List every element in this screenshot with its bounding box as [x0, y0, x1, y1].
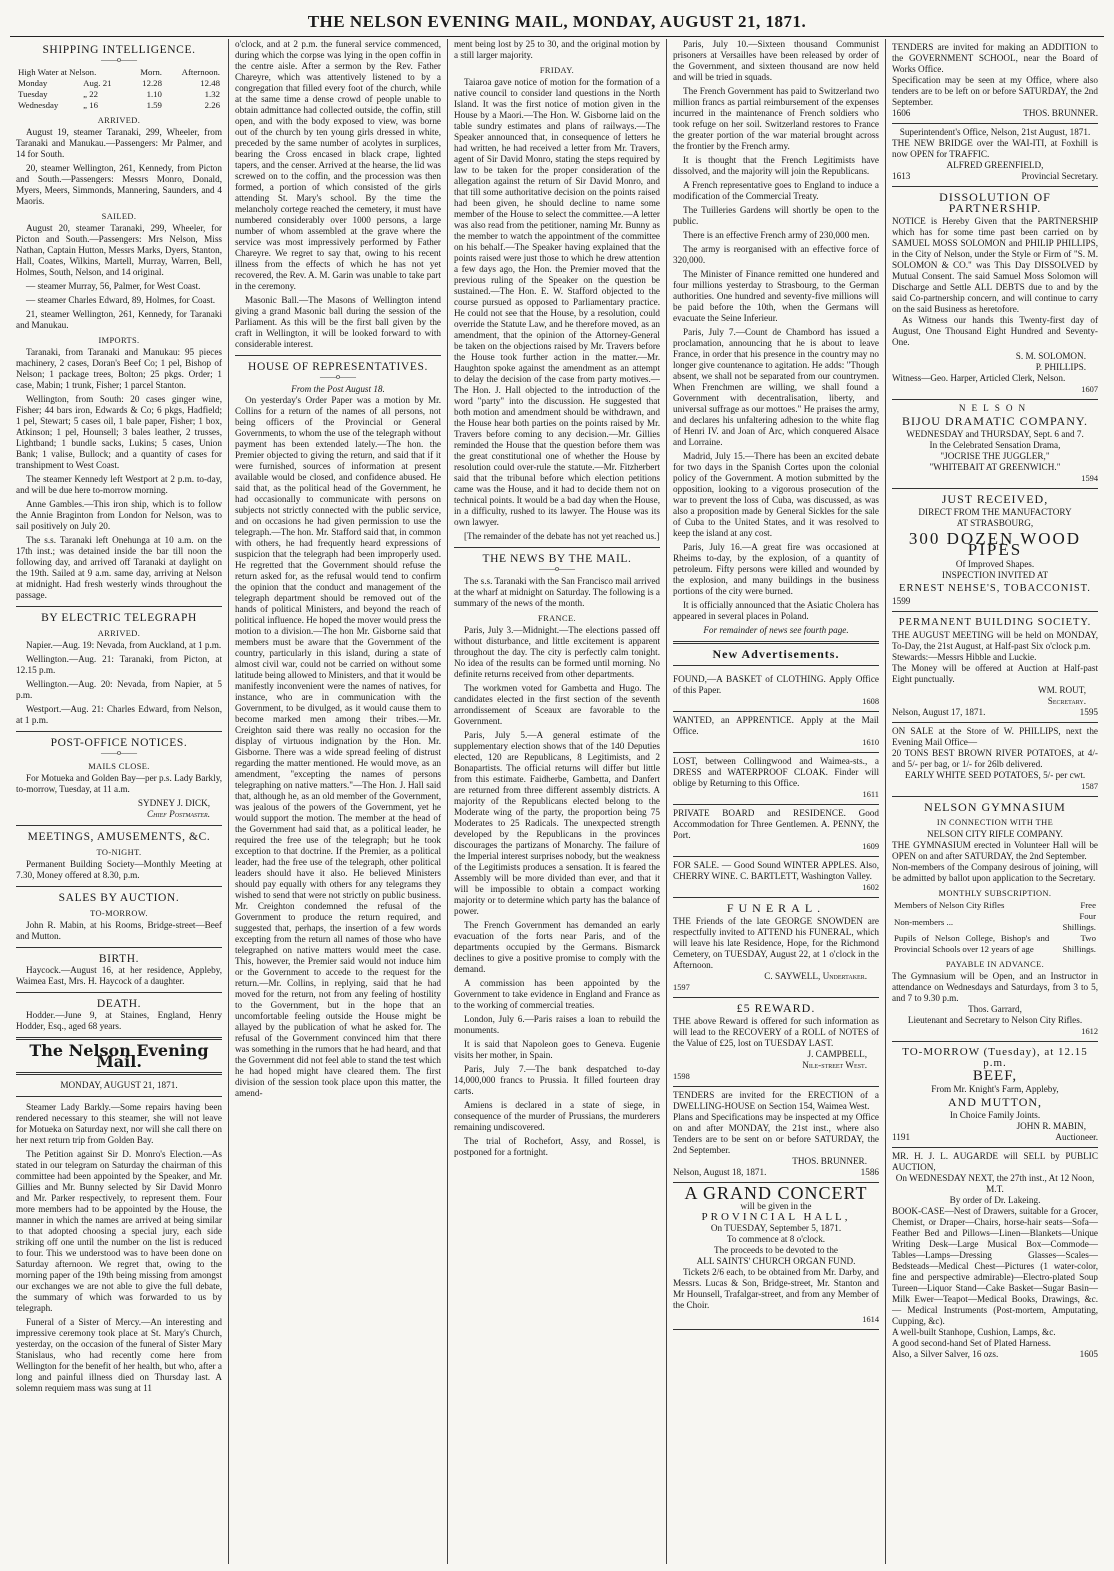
tide-row — [16, 100, 222, 111]
tide-day: Monday — [18, 78, 48, 88]
imports-item: Taranaki, from Taranaki and Manukau: 95 pieces machinery, 2 cases, Doran's Beef Co; 1 pel, Bishop of Nelson; 1 package trees, Bolton; 25 pkgs. Order; 1 case, Mabin; 1 trunk, Fisher; 1 parcel Stanton. — [16, 347, 222, 390]
ad-number: 1612 — [1081, 1027, 1098, 1036]
rate-label: Members of Nelson City Rifles — [894, 900, 1005, 910]
ad-sign-title: Lieutenant and Secretary to Nelson City Rifles. — [907, 1015, 1083, 1025]
concert-line: To commence at 8 o'clock. — [726, 1234, 826, 1244]
concert-line: PROVINCIAL HALL, — [701, 1211, 851, 1223]
telegraph-arrived: ARRIVED. — [97, 629, 141, 638]
ad-line: On WEDNESDAY NEXT, the 27th inst., At 12 Noon, M.T. — [895, 1173, 1095, 1194]
ad-text: THE GYMNASIUM erected in Volunteer Hall will be OPEN on and after SATURDAY, the 2nd September. — [892, 840, 1098, 861]
ad-line: From Mr. Knight's Farm, Appleby, — [931, 1084, 1059, 1094]
ad-number: 1587 — [1081, 782, 1098, 791]
ad-number: 1597 — [673, 983, 690, 992]
concert-line: ALL SAINTS' CHURCH ORGAN FUND. — [696, 1256, 856, 1266]
tide-morn: 1.10 — [146, 89, 162, 99]
ad-sign: Thos. Garrard, — [968, 1004, 1022, 1014]
ad-title: PERMANENT BUILDING SOCIETY. — [898, 617, 1092, 628]
meetings-text: Permanent Building Society—Monthly Meeting at 7.30, Money offered at 8.30, p.m. — [16, 859, 222, 880]
telegraph-item: Westport.—Aug. 21: Charles Edward, from Nelson, at 1 p.m. — [16, 704, 222, 725]
classified-ad — [673, 753, 879, 805]
ad-text: BOOK-CASE—Nest of Drawers, suitable for a Grocer, Chemist, or Draper—Chairs, horse-hair seats—Sofa—Feather Bed and Pillows—Linen—Blankets—Unique Writing Desk—Large Musical Box—Commode—Tables—Lamps—Dressing Glasses—Scales—Bedsteads—Medical Chest—Pictures (1 water-color, fine and perspective admirable)—Electro-plated Soup Tureen—Liquor Stand—Cake Basket—Sugar Basin—Milk Ewer—Teapot—Medical Books, Drawings, &c. — Medical Instruments (Post-mortem, Amputating, Cupping, &c). — [892, 1206, 1098, 1326]
ad-line: In Choice Family Joints. — [949, 1110, 1041, 1120]
friday-title: FRIDAY. — [539, 66, 575, 75]
tide-row — [16, 78, 222, 89]
funeral-notice — [673, 898, 879, 998]
divider — [16, 947, 222, 948]
ad-text: ON SALE at the Store of W. PHILLIPS, next the Evening Mail Office— — [892, 726, 1098, 747]
divider: ——o—— — [539, 564, 575, 573]
ad-text: FOR SALE. — Good Sound WINTER APPLES. Also, CHERRY WINE. C. BARTLETT, Washington Valley. — [673, 860, 879, 881]
rate-value: Four Shillings. — [1062, 911, 1096, 932]
news-title: THE NEWS BY THE MAIL. — [482, 553, 632, 565]
ad-number: 1614 — [862, 1315, 879, 1324]
arrived-title: ARRIVED. — [97, 116, 141, 125]
house-note: [The remainder of the debate has not yet reached us.] — [464, 531, 660, 541]
divider: ——o—— — [101, 55, 137, 64]
ad-sign: S. M. SOLOMON. — [1015, 351, 1086, 361]
tide-morn: 1.59 — [146, 100, 162, 110]
editorial-paragraph: Funeral of a Sister of Mercy.—An interesting and impressive ceremony took place at St. Mary's Church, yesterday, on the occasion of the funeral of Sister Mary Stanislaus, who had recently come here from Wellington for the benefit of her health, but who, after a long and painful illness died on Thursday last. A solemn requiem mass was sung at 11 — [16, 1317, 222, 1393]
divider — [16, 1096, 222, 1097]
news-item: Paris, July 10.—Sixteen thousand Communist prisoners at Versailles have been released by order of the Government, and sixteen thousand are now held and will be tried in squads. — [673, 39, 879, 82]
sailed-item: — steamer Charles Edward, 89, Holmes, for Coast. — [26, 295, 216, 305]
ad-text: Stewards:—Messrs Hibble and Luckie. — [892, 652, 1037, 662]
rate-value: Free — [1080, 900, 1096, 910]
classified-ad — [673, 805, 879, 857]
news-item: It is officially announced that the Asiatic Cholera has appeared in several places in Poland. — [673, 600, 879, 621]
divider — [16, 606, 222, 607]
ad-line: MONTHLY SUBSCRIPTION. — [938, 889, 1052, 898]
reward-text: THE above Reward is offered for such information as will lead to the RECOVERY of a ROLL of NOTES of the Value of £25, lost on TUESDAY LAST. — [673, 1016, 879, 1048]
ad-text: The Money will be offered at Auction at Half-past Eight punctually. — [892, 663, 1098, 684]
masthead: THE NELSON EVENING MAIL, MONDAY, AUGUST 21, 1871. — [10, 6, 1104, 37]
divider — [235, 355, 441, 356]
news-item: Paris, July 5.—A general estimate of the supplementary election shows that of the 140 Deputies elected, 120 are Republicans, 8 Legitimists, and 2 Bonapartists. The official returns will differ but little from this estimate. Faidherbe, Gambetta, and Danfert are returned from three different assembly districts. A majority of the Republicans elected belong to the Moderate wing of the party, the proportion being 75 Moderates to 25 Radicals. The unexpected strength developed by the Republicans in the provinces discourages the partizans of Monarchy. The failure of the Imperial interest surprises nobody, but the weakness of the Legitimists produces a sensation. It is feared the Assembly will be more divided than ever, and that it will be impossible to obtain a compact working majority or to determine which party has the balance of power. — [454, 730, 660, 916]
death-title: DEATH. — [96, 998, 142, 1010]
shipping-title: SHIPPING INTELLIGENCE. — [42, 44, 196, 56]
ad-text: PRIVATE BOARD and RESIDENCE. Good Accommodation for Three Gentlemen. A. PENNY, the Port. — [673, 808, 879, 840]
ad-sign: JOHN R. MABIN, — [1016, 1121, 1086, 1131]
sales-sub: TO-MORROW. — [90, 909, 148, 918]
reward-notice — [673, 998, 879, 1087]
ad-line: NELSON CITY RIFLE COMPANY. — [927, 829, 1063, 839]
funeral-sign: C. SAYWELL, Undertaker. — [764, 971, 867, 981]
ad-number: 1606 — [892, 108, 911, 118]
auction-beef-notice — [892, 1042, 1098, 1148]
column-4 — [667, 39, 886, 1564]
sailed-item: August 20, steamer Taranaki, 299, Wheeler, for Picton and South.—Passengers: Mrs Nelson, Miss Nathan, Captain Hutton, Messrs Marks, Dyers, Stanton, Hall, Coates, Wilkins, Martell, Murray, Warren, Bell, Holmes, South, Nelson, and 14 original. — [16, 223, 222, 277]
meetings-title: MEETINGS, AMUSEMENTS, &C. — [27, 831, 211, 843]
arrived-item: August 19, steamer Taranaki, 299, Wheeler, from Taranaki and Manukau.—Passengers: Mr Palmer, and 14 for South. — [16, 127, 222, 159]
classified-ad — [673, 857, 879, 898]
post-text: For Motueka and Golden Bay—per p.s. Lady Barkly, to-morrow, Tuesday, at 11 a.m. — [16, 773, 222, 794]
news-item: It is thought that the French Legitimists have dissolved, and the majority will join the Republicans. — [673, 155, 879, 176]
ad-number: 1607 — [1081, 385, 1098, 394]
ad-number: 1608 — [862, 697, 879, 706]
news-item: Paris, July 7.—The bank despatched to-day 14,000,000 francs to Prussia. It filled fourteen dray carts. — [454, 1064, 660, 1096]
divider — [16, 886, 222, 887]
column-5 — [886, 39, 1104, 1564]
meetings-sub: TO-NIGHT. — [96, 848, 142, 857]
classified-ad — [673, 712, 879, 753]
imports-title: IMPORTS. — [98, 336, 140, 345]
divider — [673, 665, 879, 666]
house-title: HOUSE OF REPRESENTATIVES. — [248, 361, 428, 373]
ad-text: Also, a Silver Salver, 16 ozs. — [892, 1349, 999, 1359]
ad-text: A good second-hand Set of Plated Harness. — [892, 1338, 1051, 1348]
ad-text: MR. H. J. L. AUGARDE will SELL by PUBLIC AUCTION, — [892, 1151, 1098, 1172]
concert-notice — [673, 1183, 879, 1330]
post-sign-title: Chief Postmaster. — [147, 809, 210, 819]
ad-text: 20 TONS BEST BROWN RIVER POTATOES, at 4/- and 5/- per bag, or 1/- for 26lb delivered. — [892, 748, 1098, 769]
reward-title: £5 REWARD. — [736, 1001, 816, 1015]
divider — [16, 1037, 222, 1040]
date: Nelson, August 18, 1871. — [673, 1167, 767, 1177]
ad-number: 1594 — [1081, 474, 1098, 483]
concert-tickets: Tickets 2/6 each, to be obtained from Mr. Darby, and Messrs. Lucas & Son, Bridge-street, Mr. Stanton and Mr Hounsell, Trafalgar-street, and from any Member of the Choir. — [673, 1267, 879, 1310]
ad-text: The Gymnasium will be Open, and an Instructor in attendance on Wednesdays and Saturdays, from 3 to 5, and 7 to 9.30 p.m. — [892, 971, 1098, 1003]
classified-ad — [673, 671, 879, 712]
house-source: From the Post August 18. — [291, 384, 385, 394]
ad-witness: Witness—Geo. Harper, Articled Clerk, Nelson. — [892, 373, 1066, 383]
ad-text: NOTICE is Hereby Given that the PARTNERSHIP which has for some time past been carried on by SAMUEL MOSS SOLOMON and PHILIP PHILLIPS, in the City of Nelson, under the Style or Firm of "S. M. SOLOMON & CO." was This Day DISSOLVED by Mutual Consent. The said Samuel Moss Solomon will Discharge and Settle ALL DEBTS due to and by the said Co-partnership concern, and will continue to carry on the said Business as heretofore. — [892, 216, 1098, 314]
ad-sign: THOS. BRUNNER. — [1023, 108, 1098, 118]
ad-number: 1610 — [862, 738, 879, 747]
telegraph-item: Napier.—Aug. 19: Nevada, from Auckland, at 1 p.m. — [26, 640, 222, 650]
ad-title: TO-MORROW (Tuesday), at 12.15 p.m. — [902, 1046, 1088, 1069]
ad-sign: Secretary. — [1047, 696, 1086, 706]
news-remainder-note: For remainder of news see fourth page. — [703, 625, 849, 635]
reward-sign: J. CAMPBELL, — [807, 1049, 867, 1059]
news-item: There is an effective French army of 230,000 men. — [683, 230, 870, 240]
tide-table — [16, 67, 222, 111]
ad-title: NELSON GYMNASIUM — [924, 800, 1066, 814]
news-item: Madrid, July 15.—There has been an excited debate for two days in the Spanish Cortes upon the colonial policy of the Government. A motion submitted by the opposition, looking to a vigorous prosecution of the war to prevent the loss of Cuba, was discussed, as was also a proposition made by General Sickles for the sale of Cuba to the United States, and it was resolved to keep the island at any cost. — [673, 451, 879, 538]
ad-line: "JOCRISE THE JUGGLER," — [940, 451, 1050, 461]
ad-text: A well-built Stanhope, Cushion, Lamps, &c. — [892, 1327, 1056, 1337]
ad-sign: ALFRED GREENFIELD, — [946, 160, 1044, 170]
columns — [10, 39, 1104, 1564]
school-tenders — [892, 39, 1098, 124]
tide-afternoon: 2.26 — [204, 100, 220, 110]
shipping-note: The s.s. Taranaki left Onehunga at 10 a.m. on the 17th inst.; was detained inside the bar till noon the following day, and arrived off Taranaki at daylight on the 19th. Sailed at 9 a.m. same day, arriving at Nelson at midnight. Had fresh westerly winds throughout the passage. — [16, 535, 222, 600]
column-1 — [10, 39, 229, 1564]
potatoes-notice — [892, 723, 1098, 797]
ad-line: PAYABLE IN ADVANCE. — [945, 960, 1045, 969]
ad-title: NELSON — [958, 403, 1032, 413]
news-item: Paris, July 3.—Midnight.—The elections passed off without disturbance, and little excitement is apparent throughout the day. The city is perfectly calm tonight. No idea of the results can be formed until morning. No definite returns received from other departments. — [454, 625, 660, 679]
ad-text: TENDERS are invited for making an ADDITION to the GOVERNMENT SCHOOL, near the Board of Works Office. — [892, 42, 1098, 74]
news-item: The French Government has paid to Switzerland two million francs as partial reimbursement of the expenses incurred in the maintenance of French soldiers who took refuge on her soil. Switzerland restores to France the greater portion of the war material brought across the frontier by the French army. — [673, 86, 879, 151]
ad-sign: WM. ROUT, — [1037, 685, 1086, 695]
ad-text: FOUND,—A BASKET of CLOTHING. Apply Office of this Paper. — [673, 674, 879, 695]
telegraph-title: BY ELECTRIC TELEGRAPH — [41, 612, 197, 624]
ad-title: JUST RECEIVED, — [941, 492, 1049, 506]
editorial-paragraph: Steamer Lady Barkly.—Some repairs having been rendered necessary to this steamer, she will not leave for Motueka on Saturday next, nor will she call there on her next return trip from Golden Bay. — [16, 1102, 222, 1145]
birth-title: BIRTH. — [98, 953, 140, 965]
ad-number: 1602 — [862, 883, 879, 892]
tide-day: Wednesday — [18, 100, 59, 110]
ad-number: 1191 — [892, 1132, 911, 1142]
sailed-title: SAILED. — [101, 212, 137, 221]
rate-label: Non-members ... — [894, 916, 954, 927]
news-item: Amiens is declared in a state of siege, in consequence of the murder of Prussians, the murderers remaining undiscovered. — [454, 1100, 660, 1132]
tenders-text: TENDERS are invited for the ERECTION of a DWELLING-HOUSE on Section 154, Waimea West. — [673, 1090, 879, 1111]
news-item: The army is reorganised with an effective force of 320,000. — [673, 244, 879, 265]
tenders-text: Plans and Specifications may be inspected at my Office on and after MONDAY, the 21st inst., where also Tenders are to be sent on or before SATURDAY, the 2nd September. — [673, 1112, 879, 1155]
divider: ——o—— — [101, 748, 137, 757]
column-2 — [229, 39, 448, 1564]
news-item: The Tuilleries Gardens will shortly be open to the public. — [673, 205, 879, 226]
tide-morn: 12.28 — [142, 78, 162, 88]
tide-afternoon: 12.48 — [200, 78, 220, 88]
new-ads-title: New Advertisements. — [712, 647, 840, 661]
ad-line: By order of Dr. Lakeing. — [949, 1195, 1041, 1205]
concert-line: will be given in the — [740, 1201, 812, 1211]
ad-sign-title: Auctioneer. — [1055, 1132, 1098, 1142]
imports-item: Wellington, from South: 20 cases ginger wine, Fisher; 44 bars iron, Edwards & Co; 6 pkgs, Hadfield; 1 pel, Stewart; 5 cases oil, 1 bale paper, Fisher; 1 box, Atkinson; 1 pel, Hounsell; 3 bales leather, 2 trusses, Lightband; 1 bundle sacks, Lukins; 5 cases, Union Bank; 1 valise, Bullock; and a quantity of cases for transhipment to West Coast. — [16, 394, 222, 470]
post-title: POST-OFFICE NOTICES. — [50, 737, 188, 749]
ad-number: 1598 — [673, 1072, 690, 1081]
ad-line: Of Improved Shapes. — [955, 559, 1035, 569]
tenders-notice — [673, 1087, 879, 1183]
ad-number: 1595 — [1079, 707, 1098, 717]
tenders-date — [673, 1167, 879, 1178]
news-item: London, July 6.—Paris raises a loan to rebuild the monuments. — [454, 1014, 660, 1035]
concert-line: The proceeds to be devoted to the — [714, 1245, 838, 1255]
dissolution-title: DISSOLUTION OF PARTNERSHIP. — [939, 190, 1051, 215]
tide-date: „ 16 — [83, 100, 99, 110]
ad-title: AND MUTTON, — [947, 1095, 1043, 1109]
telegraph-item: Wellington.—Aug. 21: Taranaki, from Picton, at 12.15 p.m. — [16, 654, 222, 675]
news-item: Paris, July 7.—Count de Chambord has issued a proclamation, announcing that he is about to leave France, in order that his presence in the country may no longer give countenance to agitation. He adds: "Though absent, we shall not be separated from our countrymen. When Frenchmen are willing, we shall found a Government with decentralisation, liberty, and universal suffrage as our mottoes." He praises the army, and declares his unfaltering adhesion to the white flag of Henri IV. and Joan of Arc, which conquered Alsace and Lorraine. — [673, 327, 879, 447]
divider: ——o—— — [320, 372, 356, 381]
concert-line: On TUESDAY, September 5, 1871. — [710, 1223, 842, 1233]
ad-line: DIRECT FROM THE MANUFACTORY — [918, 507, 1072, 517]
tide-header: Morn. — [140, 67, 162, 77]
ad-office: Superintendent's Office, Nelson, 21st August, 1871. — [899, 127, 1091, 137]
masonic-ball: Masonic Ball.—The Masons of Wellington intend giving a grand Masonic ball during the session of the Parliament. As this will be the first ball given by the craft in Wellington, it will be looked forward to with considerable interest. — [235, 295, 441, 349]
column-3 — [448, 39, 667, 1564]
funeral-continued: o'clock, and at 2 p.m. the funeral service commenced, during which the corpse was lying in the open coffin in the centre aisle. After a sermon by the Rev. Father Chareyre, which was attentively listened to by a congregation that filled every foot of the church, while at the same time a dense crowd of people unable to obtain admittance had collected outside, the coffin, still open, and with the body exposed to view, was borne out of the church by ten young girls dressed in white, preceded by the same number of acolytes in surplices, bearing the Cross encased in black crape, lighted tapers, and the censer. Arrived at the hearse, the lid was screwed on to the coffin, and the procession was then formed, a portion of which consisted of the girls attending St. Mary's school. By the time the melancholy cortege reached the cemetery, it must have numbered considerably over 1000 persons, a large number of whom assembled at the grave where the service was most impressively performed by Father Chareyre. We regret to say that, owing to his recent illness from the effects of which he has not yet recovered, the Rev. A. M. Garin was unable to take part in the ceremony. — [235, 39, 441, 291]
divider — [16, 825, 222, 826]
ad-text: As Witness our hands this Twenty-first day of August, One Thousand Eight Hundred and Seventy-One. — [892, 315, 1098, 347]
tide-day: Tuesday — [18, 89, 48, 99]
funeral-text: THE Friends of the late GEORGE SNOWDEN are respectfully invited to ATTEND his FUNERAL, which will leave his late Residence, Hope, for the Richmond Cemetery, on TUESDAY, August 22, at 1 o'clock in the Afternoon. — [673, 916, 879, 970]
news-item: The trial of Rochefort, Assy, and Rossel, is postponed for a fortnight. — [454, 1136, 660, 1157]
ad-line: AT STRASBOURG, — [956, 518, 1034, 528]
ad-number: 1605 — [1079, 1349, 1098, 1359]
house-report: On yesterday's Order Paper was a motion by Mr. Collins for a return of the names of all persons, not being officers of the Provincial or General Governments, to whom the use of the telegraph without payment has been extended lately.—The hon. the Premier objected to giving the return, and said that if it were furnished, sources of information at present available would be closed, and confidence abused. He said that, as the political head of the Government, he had occasionally to communicate with persons on subjects not strictly connected with the public service, and on occasions he had given permission to use the telegraph.—The hon. Mr. Stafford said that, in common with others, he had frequently heard expressions of suspicion that the telegraph had been improperly used. He regretted that the Government should refuse the return asked for, as the refusal would tend to confirm the opinion that the conduct and management of the telegraph department should be removed out of the hands of political Ministers, and beyond the reach of political influence. He hoped the mover would press the motion to a division.—The hon Mr. Gisborne said that members must be aware that the Government of the country, particularly in this island, during a state of almost civil war, could not be carried on without some latitude being allowed to Ministers, and that it would be manifestly inconvenient were the names of natives, for instance, who are in communication with the Government, to be divulged, as it would cause them to become marked men among their tribes.—Mr. Creighton said there was really no occasion for the display of virtuous indignation by the Hon. Mr. Gisborne. There was a wide spread feeling of distrust regarding the matter mentioned. He would move, as an amendment, "excepting the names of persons telegraphing on native matters."—The Hon. J. Hall said that, although he, as an old member of the Government, was jealous of the powers of the Government, yet he would support the motion. The member at the head of the Government had said that, as a political leader, he required the free use of the telegraph; but he took exception to that doctrine. If the Premier, as a political leader, had the free use of the telegraph, other political leaders should have it also. He believed Ministers should pay equally with others for any telegrams they wished to send that were not strictly on public business. Mr. Creighton condemned the refusal of the Government to produce the return required, and suggested that, perhaps, the insertion of a few words excepting from the return all names of those who have telegraphed on native matters would meet the case. This, however, the Premier said would not induce him or the Government to accede to the request for the return.—Mr. Collins, in replying, said that he had moved for the return, not from any feeling of hostility to the Government, but in the hope that an uncomfortable feeling outside the House might be allayed by the publication of what he asked for. The refusal of the Government convinced him that there was something in the rumors that he had heard, and that the Government did not feel able to stand the test which he had hoped might have cleared them. The first division of the session took place upon this matter, the amend- — [235, 395, 441, 1098]
divider — [454, 547, 660, 548]
rate-label: Pupils of Nelson College, Bishop's and Provincial Schools over 12 years of age — [894, 933, 1050, 954]
ad-text: THE NEW BRIDGE over the WAI-ITI, at Foxhill is now OPEN for TRAFFIC. — [892, 138, 1098, 159]
tide-header: High Water at Nelson. — [18, 67, 97, 77]
news-item: The Minister of Finance remitted one hundered and four millions yesterday to Strasbourg, to the German authorities. One hundred and seventy-five millions will be paid before the 10th, when the Germans will evacuate the Seine Inferieur. — [673, 269, 879, 323]
tenders-sign: THOS. BRUNNER. — [792, 1156, 867, 1166]
birth-text: Haycock.—August 16, at her residence, Appleby, Waimea East, Mrs. H. Haycock of a daughter. — [16, 965, 222, 986]
gym-rates-table — [892, 900, 1098, 955]
divider — [16, 992, 222, 993]
reward-sign-address: Nile-street West. — [802, 1060, 867, 1070]
dateline: MONDAY, AUGUST 21, 1871. — [60, 1080, 178, 1090]
sailed-item: — steamer Murray, 56, Palmer, for West Coast. — [26, 281, 201, 291]
news-item: It is said that Napoleon goes to Geneva. Eugenie visits her mother, in Spain. — [454, 1039, 660, 1060]
ad-date: Nelson, August 17, 1871. — [892, 707, 986, 717]
news-item: The workmen voted for Gambetta and Hugo. The candidates elected in the first section of the seventh arrondissement of Sceaux are favorable to the Government. — [454, 683, 660, 726]
sales-text: John R. Mabin, at his Rooms, Bridge-street—Beef and Mutton. — [16, 920, 222, 941]
rate-value: Two Shillings. — [1062, 933, 1096, 954]
ad-text: Non-members of the Company desirous of joining, will be admitted by ballot upon application to the Secretary. — [892, 862, 1098, 883]
funeral-title: FUNERAL. — [726, 901, 826, 915]
death-text: Hodder.—June 9, at Staines, England, Henry Hodder, Esq., aged 68 years. — [16, 1010, 222, 1031]
tide-header: Afternoon. — [181, 67, 220, 77]
ad-number: 1611 — [862, 790, 879, 799]
house-report-friday: Taiaroa gave notice of motion for the formation of a native council to consider land questions in the North Island. It was the first notice of motion given in the House by a Maori.—The Hon. W. Gisborne laid on the table sundry estimates and plans of railways.—The Speaker announced that, in consequence of letters he had written, he had received a letter from Mr. Travers, agent of Sir David Monro, stating the steps required by law to be taken for the proper consideration of the allegation against the return of Sir David Monro, and that till some authoritative decision on the points raised had been given, he should decline to name some member of the House to select the committee.—A letter was also read from the petitioner, naming Mr. Bunny as the member to watch the appointment of the committee on his behalf.—The Speaker having explained that the points raised were just those to which he drew attention a few days ago, the Hon. the Premier moved that the previous ruling of the Speaker on the question be sustained.—The Hon. E. W. Stafford objected to the course pursued as opposed to Parliamentary practice. He could not see that the House, by a resolution, could override the Statute Law, and he therefore moved, as an amendment, that the opinion of the Attorney-General be taken on the objections raised by Mr. Travers before the House took further action in the matter.—Mr. Haughton spoke against the amendment as an attempt to delay the decision of the case from party motives.—The Hon. J. Hall objected to the introduction of the word "party" into the discussion. He suggested that both motion and amendment should be withdrawn, and the House hear both parties on the points raised by Mr. Travers before coming to any decision.—Mr. Gillies reminded the House that the question before them was the great constitutional one of whether the House by resolution could over-rule the statute.—Mr. Fitzherbert said that the tribunal before which election petitions came was the House, and it had to decide them not on technical points. It would be a bad day when the House, in a difficulty, rushed to its lawyer. The House was its own lawyer. — [454, 77, 660, 527]
news-item: The French Government has demanded an early evacuation of the forts near Paris, and of the departments occupied by the Germans. Bismarck declines to give a positive promise to comply with the demand. — [454, 920, 660, 974]
ad-text: THE AUGUST MEETING will be held on MONDAY, To-Day, the 21st August, at Half-past Six o'clock p.m. — [892, 630, 1098, 651]
ad-sign: P. PHILLIPS. — [1035, 362, 1086, 372]
tide-date: „ 22 — [83, 89, 99, 99]
ad-title: 300 DOZEN WOOD PIPES — [908, 529, 1082, 559]
tide-date: Aug. 21 — [83, 78, 112, 88]
ad-line: IN CONNECTION WITH THE — [936, 818, 1054, 827]
ad-number: 1599 — [892, 596, 911, 606]
ad-sign-title: Provincial Secretary. — [1021, 171, 1098, 181]
ad-title: BIJOU DRAMATIC COMPANY. — [901, 414, 1089, 428]
ad-text: LOST, between Collingwood and Waimea-sts., a DRESS and WATERPROOF CLOAK. Finder will oblige by Returning to this Office. — [673, 756, 879, 788]
ad-title: BEEF, — [972, 1068, 1018, 1084]
editorial-paragraph: The Petition against Sir D. Monro's Election.—As stated in our telegram on Saturday the chairman of this committee had been appointed by the Speaker, and Mr. Gillies and Mr. Bunny selected by Sir David Monro and Mr. Parker respectively, to represent them. Four more members had to be appointed by the House, the manner in which the names are arrived at being similar to that adopted choosing a special jury, each side striking off one until the number on the list is reduced to four. This we understood was to have been done on Saturday afternoon. We regret that, owing to the morning paper of the 19th being missing from amongst our exchanges we are not able to give the full debate, the summary of which was forwarded to us by telegraph. — [16, 1149, 222, 1313]
tide-afternoon: 1.32 — [204, 89, 220, 99]
telegraph-item: Wellington.—Aug. 20: Nevada, from Napier, at 5 p.m. — [16, 679, 222, 700]
arrived-item: 20, steamer Wellington, 261, Kennedy, from Picton and South.—Passengers: Messrs Monro, Donald, Myers, Meers, Simmonds, Mannering, Saunders, and 4 Maoris. — [16, 163, 222, 206]
mails-title: MAILS CLOSE. — [88, 762, 150, 771]
shipping-note: The steamer Kennedy left Westport at 2 p.m. to-day, and will be due here to-morrow morning. — [16, 474, 222, 495]
ad-text: Specification may be seen at my Office, where also tenders are to be left on or before SATURDAY, the 2nd September. — [892, 75, 1098, 107]
ad-title: ERNEST NEHSE'S, TOBACCONIST. — [899, 583, 1091, 594]
concert-title: A GRAND CONCERT — [684, 1183, 868, 1203]
pipes-notice — [892, 489, 1098, 612]
ad-text: WANTED, an APPRENTICE. Apply at the Mail Office. — [673, 715, 879, 736]
ad-line: WEDNESDAY and THURSDAY, Sept. 6 and 7. — [906, 429, 1084, 439]
divider — [16, 1072, 222, 1075]
nameplate: The Nelson Evening Mail. — [29, 1041, 209, 1071]
shipping-note: Anne Gambles.—This iron ship, which is to follow the Annie Braginton from London for Nelson, was to sail positively on July 20. — [16, 499, 222, 531]
sales-title: SALES BY AUCTION. — [58, 892, 180, 904]
building-society-notice — [892, 612, 1098, 723]
gymnasium-notice — [892, 797, 1098, 1042]
news-item: Paris, July 16.—A great fire was occasioned at Rheims to-day, by the explosion, of a quantity of petroleum. Fifty persons were killed and wounded by the explosion, and many buildings in the business portions of the city were burned. — [673, 542, 879, 596]
ad-number: 1609 — [862, 842, 879, 851]
augarde-auction-notice — [892, 1148, 1098, 1360]
sailed-item: 21, steamer Wellington, 261, Kennedy, for Taranaki and Manukau. — [16, 309, 222, 330]
ad-number: 1586 — [860, 1167, 879, 1177]
tide-row — [16, 89, 222, 100]
ad-line: INSPECTION INVITED AT — [941, 570, 1049, 580]
france-title: FRANCE. — [538, 614, 576, 623]
bijou-notice — [892, 400, 1098, 489]
bridge-notice — [892, 124, 1098, 187]
news-item: A French representative goes to England to induce a modification of the Commercial Treaty. — [673, 180, 879, 201]
news-item: A commission has been appointed by the Government to take evidence in England and France as to the working of commercial treaties. — [454, 978, 660, 1010]
news-intro: The s.s. Taranaki with the San Francisco mail arrived at the wharf at midnight on Saturday. The following is a summary of the news of the month. — [454, 576, 660, 608]
ad-text: EARLY WHITE SEED POTATOES, 5/- per cwt. — [904, 770, 1086, 780]
house-continued: ment being lost by 25 to 30, and the original motion by a still larger majority. — [454, 39, 660, 60]
ad-line: In the Celebrated Sensation Drama, — [929, 440, 1061, 450]
dissolution-notice — [892, 187, 1098, 400]
ad-line: "WHITEBAIT AT GREENWICH." — [929, 462, 1061, 472]
ad-number: 1613 — [892, 171, 911, 181]
post-sign: SYDNEY J. DICK, — [137, 798, 210, 808]
divider — [16, 731, 222, 732]
divider — [673, 641, 879, 644]
